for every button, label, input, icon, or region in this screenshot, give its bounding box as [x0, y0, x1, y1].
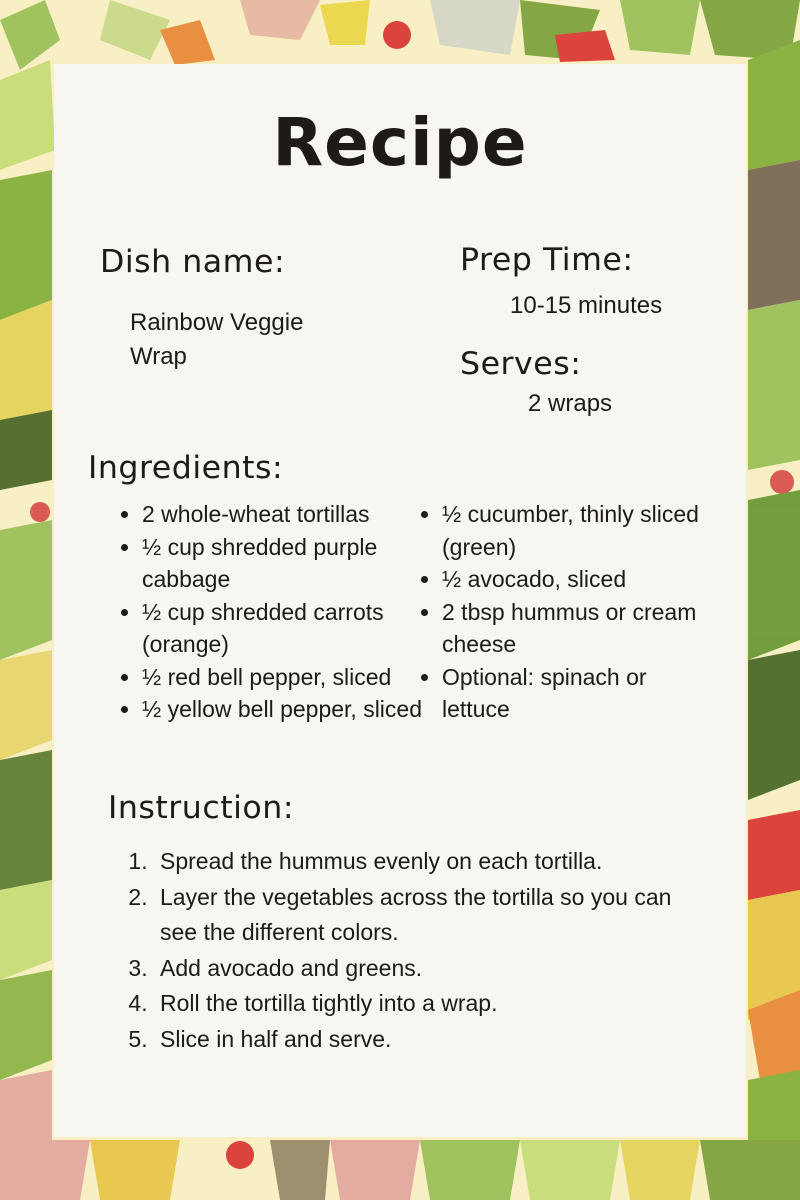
ingredient-item: • 2 whole-wheat tortillas [142, 498, 432, 531]
prep-time-value: 10-15 minutes [510, 292, 663, 319]
dish-name-label: Dish name: [100, 244, 286, 280]
instruction-step: 2. Layer the vegetables across the tortilla so you can see the different colors. [154, 880, 714, 951]
instruction-step: 4. Roll the tortilla tightly into a wrap. [154, 986, 714, 1022]
instruction-step: 1. Spread the hummus evenly on each tortilla. [154, 844, 714, 880]
ingredient-item: • 2 tbsp hummus or cream cheese [442, 596, 712, 661]
serves-value: 2 wraps [528, 390, 613, 417]
instruction-step: 5. Slice in half and serve. [154, 1022, 714, 1058]
ingredient-item: • ½ yellow bell pepper, sliced [142, 693, 432, 726]
recipe-title: Recipe [272, 104, 528, 181]
ingredients-label: Ingredients: [88, 450, 284, 486]
ingredients-list-right [420, 498, 712, 726]
dish-name-value: Rainbow Veggie Wrap [130, 309, 304, 370]
ingredient-item: • ½ cucumber, thinly sliced (green) [442, 498, 712, 563]
ingredient-item: • ½ avocado, sliced [442, 563, 712, 596]
prep-time-label: Prep Time: [460, 242, 634, 278]
ingredient-item: • ½ red bell pepper, sliced [142, 661, 432, 694]
instruction-steps [116, 844, 714, 1057]
instruction-label: Instruction: [108, 790, 295, 826]
ingredient-item: • ½ cup shredded purple cabbage [142, 531, 432, 596]
ingredients-list-left [120, 498, 432, 726]
instruction-step: 3. Add avocado and greens. [154, 951, 714, 987]
ingredient-item: • ½ cup shredded carrots (orange) [142, 596, 432, 661]
serves-label: Serves: [460, 346, 582, 382]
ingredient-item: • Optional: spinach or lettuce [442, 661, 712, 726]
recipe-card [54, 64, 746, 1137]
